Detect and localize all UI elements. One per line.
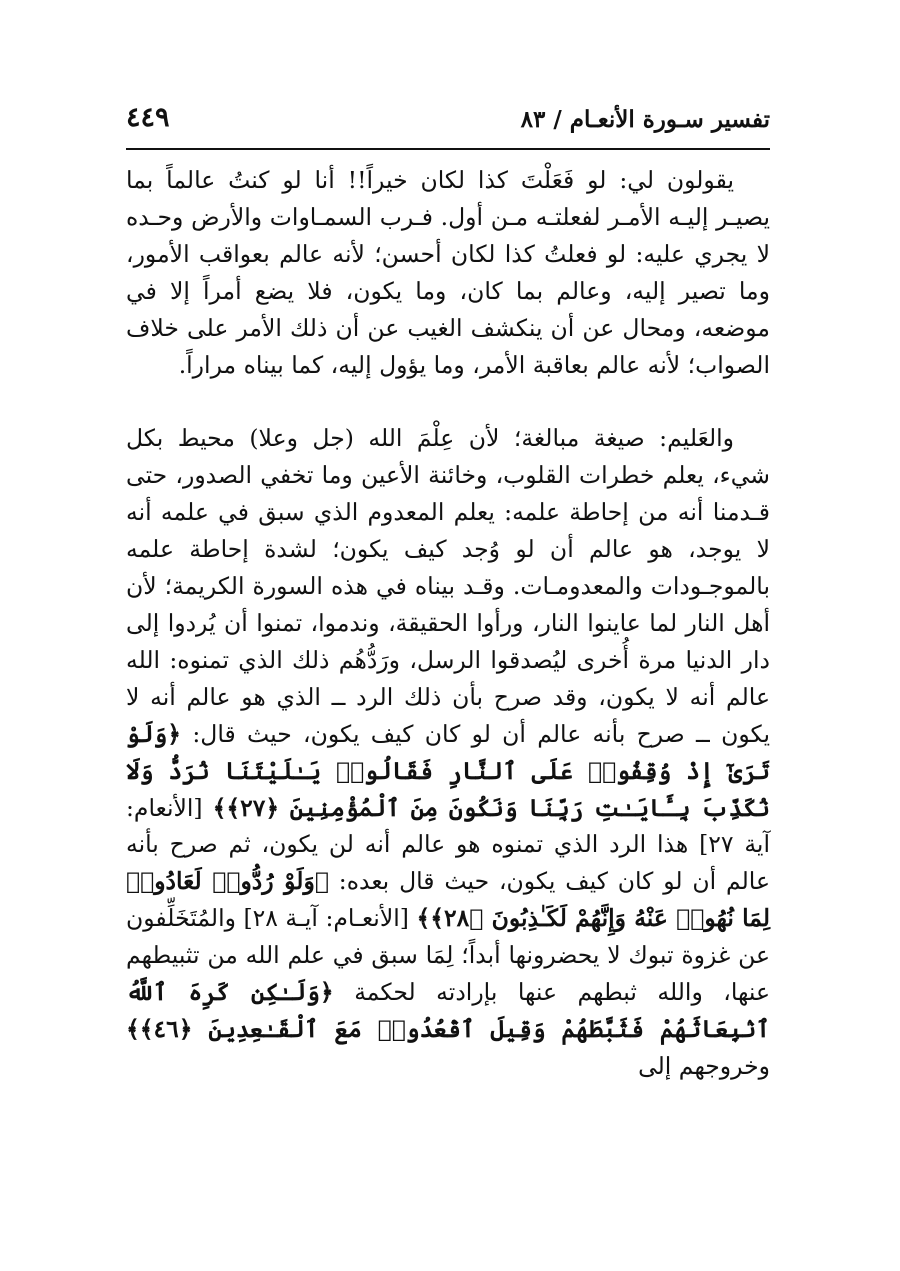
- paragraph-2-text-2: [الأنعام: آية ٢٧] هذا الرد الذي تمنوه هو عالم أنه لن يكون، ثم صرح بأنه عالم أن لو كان كيف يكون، حيث قال بعده:: [126, 793, 770, 896]
- main-text: [126, 162, 770, 1085]
- paragraph-2-text-3: [الأنعـام: آيـة ٢٨] والمُتَخَلِّفون عن غزوة تبوك لا يحضرونها أبداً؛ لِمَا سبق في علم الله من تثبيطهم عنها، والله ثبطهم عنها بإرادته لحكمة: [126, 904, 770, 1007]
- quran-verse-tawbah-46: ﴿وَلَـٰكِن كَرِهَ ٱللَّهُ ٱنۢبِعَاثَهُمْ فَثَبَّطَهُمْ وَقِيلَ ٱقْعُدُوا۟ مَعَ ٱلْقَـٰعِدِينَ ﴿٤٦﴾﴾: [126, 978, 770, 1043]
- page-header: [126, 100, 770, 146]
- page-number: ٤٤٩: [126, 102, 170, 133]
- quran-verse-anam-28: ﴿وَلَوْ رُدُّوا۟ لَعَادُوا۟ لِمَا نُهُوا۟ عَنْهُ وَإِنَّهُمْ لَكَـٰذِبُونَ ﴿٢٨﴾﴾: [126, 867, 770, 933]
- paragraph-2-text-1: والعَليم: صيغة مبالغة؛ لأن عِلْمَ الله (جل وعلا) محيط بكل شيء، يعلم خطرات القلوب، وخائنة الأعين وما تخفي الصدور، حتى قـدمنا أنه من إحاطة علمه: يعلم المعدوم الذي سبق في علمه أنه لا يوجد، هو عالم أن لو وُجد كيف يكون؛ لشدة إحاطة علمه بالموجـودات والمعدومـات. وقـد بيناه في هذه السورة الكريمة؛ لأن أهل النار لما عاينوا النار، ورأوا الحقيقة، وندموا، تمنوا أن يُردوا إلى دار الدنيا مرة أُخرى ليُصدقوا الرسل، ورَدُّهُم ذلك الذي تمنوه: الله عالم أنه لا يكون، وقد صرح بأن ذلك الرد ــ الذي هو عالم أنه لا يكون ــ صرح بأنه عالم أن لو كان كيف يكون، حيث قال:: [126, 424, 770, 748]
- paragraph-2: [126, 420, 770, 1084]
- paragraph-2-text-4: وخروجهم إلى: [638, 1051, 770, 1080]
- quran-verse-anam-27: ﴿وَلَوْ تَرَىٰٓ إِذْ وُقِفُوا۟ عَلَى ٱلنَّارِ فَقَالُوا۟ يَـٰلَيْتَنَا نُرَدُّ وَلَا نُكَذِّبَ بِـَٔايَـٰتِ رَبِّنَا وَنَكُونَ مِنَ ٱلْمُؤْمِنِينَ ﴿٢٧﴾﴾: [126, 719, 770, 822]
- running-title: تفسير سـورة الأنعـام / ٨٣: [520, 106, 770, 133]
- header-divider: [126, 148, 770, 150]
- paragraph-1: يقولون لي: لو فَعَلْتَ كذا لكان خيراً!! أنا لو كنتُ عالماً بما يصيـر إليـه الأمـر لفعلتـه مـن أول. فـرب السمـاوات والأرض وحـده لا يجري عليه: لو فعلتُ كذا لكان أحسن؛ لأنه عالم بعواقب الأمور، وما تصير إليه، وعالم بما كان، وما يكون، فلا يضع أمراً إلا في موضعه، ومحال عن أن ينكشف الغيب عن أن ذلك الأمر على خلاف الصواب؛ لأنه عالم بعاقبة الأمر، وما يؤول إليه، كما بيناه مراراً.: [126, 166, 770, 379]
